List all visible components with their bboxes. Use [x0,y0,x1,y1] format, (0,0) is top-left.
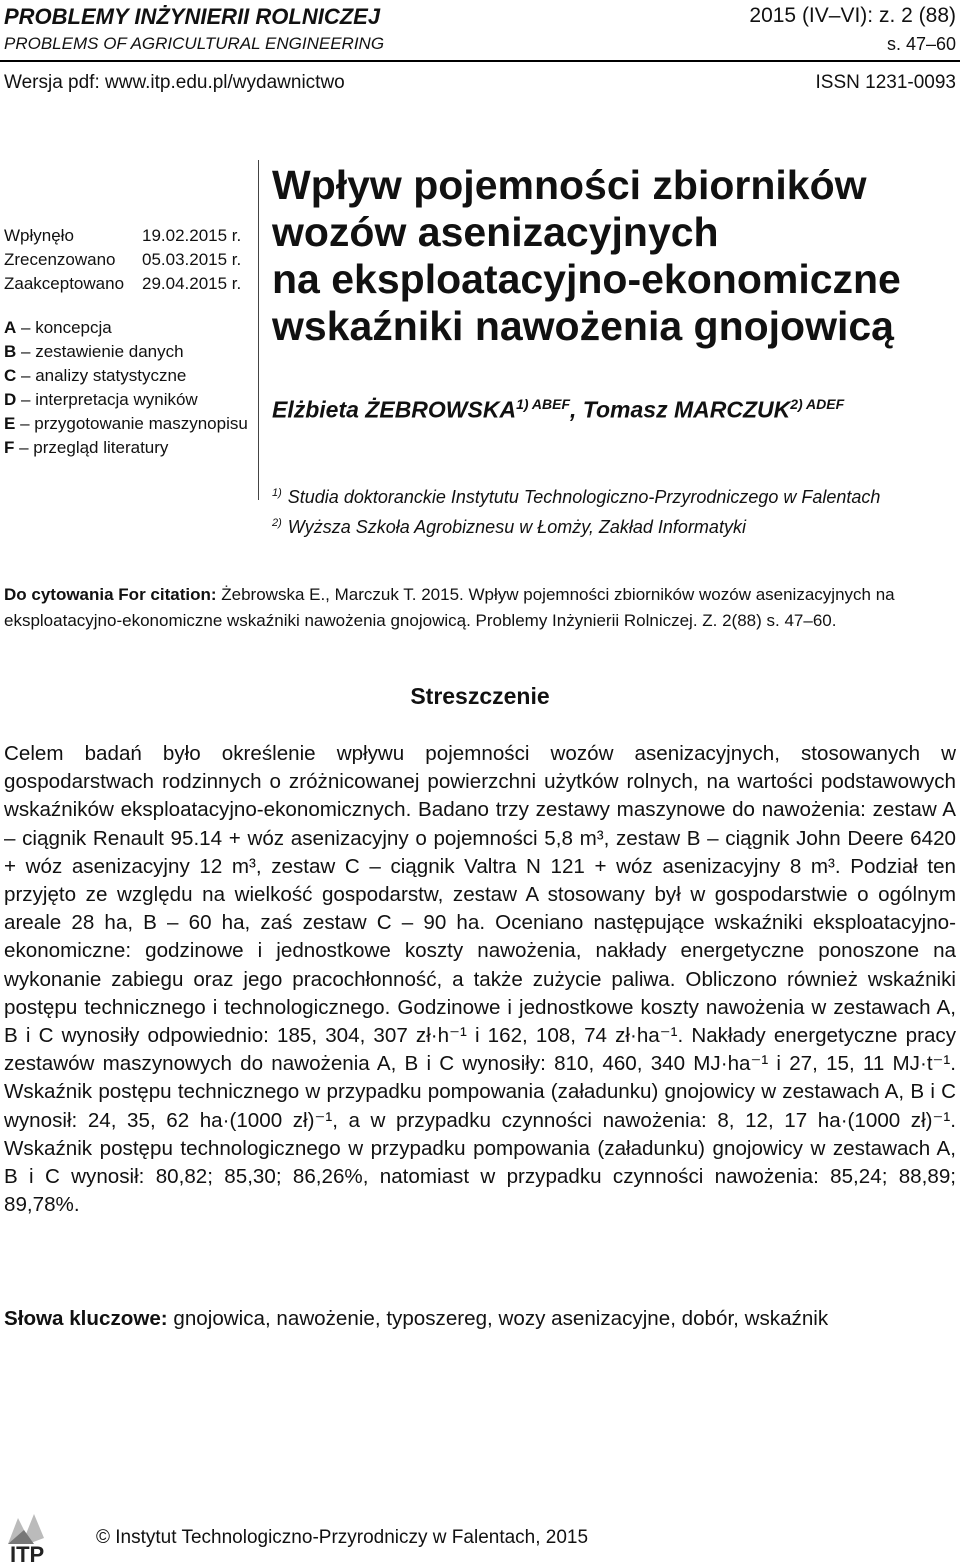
column-divider [258,160,259,500]
author-affiliation-mark: 1) ABEF [516,396,571,412]
abstract-heading: Streszczenie [410,683,550,709]
contribution-item: D – interpretacja wyników [4,390,198,409]
abstract-text: Celem badań było określenie wpływu pojemności wozów asenizacyjnych, stosowanych w gospodarstwach rodzinnych o zróżnicowanej powierzchni użytków rolnych, na wartości podstawowych wskaźników eksploatacyjno-ekonomicznych. Badano trzy zestawy maszynowe do nawożenia: zestaw A – ciągnik Renault 95.14 + wóz asenizacyjny o pojemności 5,8 m³, zestaw B – ciągnik John Deere 6420 + wóz asenizacyjny 12 m³, zestaw C – ciągnik Valtra N 121 + wóz asenizacyjny 8 m³. Podział ten przyjęto ze względu na wielkość gospodarstw, zestaw A stosowany był w gospodarstwie o ogólnym areale 28 ha, B – 60 ha, zaś zestaw C – 90 ha. Oceniano następujące wskaźniki eksploatacyjno-ekonomiczne: godzinowe i jednostkowe koszty nawożenia, nakłady energetyczne ponoszone na wykonanie zabiegu oraz jego pracochłonność, a także zużycie paliwa. Obliczono również wskaźniki postępu technicznego i technologicznego. Godzinowe i jednostkowe koszty nawożenia w zestawach A, B i C wynosiły odpowiednio: 185, 304, 307 zł·h⁻¹ i 162, 108, 74 zł·ha⁻¹. Nakłady energetyczne pracy zestawów maszynowych do nawożenia A, B i C wynosiły: 810, 460, 340 MJ·ha⁻¹ i 27, 15, 11 MJ·t⁻¹. Wskaźnik postępu technicznego w przypadku pompowania (załadunku) gnojowicy w zestawach A, B i C wynosił: 24, 35, 62 ha·(1000 zł)⁻¹, a w przypadku czynności nawożenia: 8, 12, 17 ha·(1000 zł)⁻¹. Wskaźnik postępu technologicznego w przypadku pompowania (załadunku) gnojowicy w zestawach A, B i C wynosił: 80,82; 85,30; 86,26%, natomiast w przypadku czynności nawożenia: 85,24; 88,89; 89,78%. [4,742,956,1217]
pdf-version-link[interactable]: Wersja pdf: www.itp.edu.pl/wydawnictwo [4,72,345,93]
citation-text: Żebrowska E., Marczuk T. 2015. Wpływ pojemności zbiorników wozów asenizacyjnych na eksploatacyjno-ekonomiczne wskaźniki nawożenia gnojowicą. Problemy Inżynierii Rolniczej. Z. 2(88) s. 47–60. [4,585,895,630]
contribution-legend [4,318,248,462]
contribution-item: C – analizy statystyczne [4,366,187,385]
svg-text:ITP: ITP [10,1542,45,1564]
keywords [4,1305,956,1333]
contribution-item: A – koncepcja [4,318,112,337]
citation-label: Do cytowania For citation: [4,585,217,604]
title-line: wskaźniki nawożenia gnojowicą [272,303,894,349]
date-row-reviewed [4,250,241,274]
date-label: Zaakceptowano [4,274,125,293]
date-value: 19.02.2015 r. [142,226,242,245]
contribution-item: B – zestawienie danych [4,342,184,361]
contribution-item: F – przegląd literatury [4,438,169,457]
copyright-footer: © Instytut Technologiczno-Przyrodniczy w Falentach, 2015 [96,1527,589,1548]
title-line: na eksploatacyjno-ekonomiczne [272,256,901,302]
keywords-text: gnojowica, nawożenie, typoszereg, wozy asenizacyjne, dobór, wskaźnik [167,1307,829,1330]
citation [4,582,956,634]
submission-dates [4,226,241,298]
affiliation: $^{1)}$ Studia doktoranckie Instytutu Technologiczno-Przyrodniczego w Falentach [272,487,881,507]
issn: ISSN 1231-0093 [815,72,956,93]
article-title [272,162,952,350]
title-line: Wpływ pojemności zbiorników [272,162,867,208]
date-label: Zrecenzowano [4,250,116,269]
author-name: Tomasz MARCZUK [582,396,791,423]
date-row-received [4,226,241,250]
itp-logo [4,1504,84,1564]
authors: Elżbieta $ŻEBROWSKA^{1) ABEF}$, Tomasz $MARCZUK^{2) ADEF}$ [272,396,845,423]
date-row-accepted [4,274,241,298]
author-affiliation-mark: 2) ADEF [790,396,845,412]
affiliation: $^{2)}$ Wyższa Szkoła Agrobiznesu w Łomży, Zakład Informatyki [272,517,746,537]
page-range: s. 47–60 [886,34,956,54]
date-value: 05.03.2015 r. [142,250,242,269]
issue-number: 2015 (IV–VI): z. 2 (88) [749,4,956,27]
keywords-label: Słowa kluczowe: [4,1307,168,1330]
date-label: Wpłynęło [4,226,74,245]
date-value: 29.04.2015 r. [142,274,242,293]
journal-title-pl: PROBLEMY INŻYNIERII ROLNICZEJ [4,4,381,29]
header-divider [0,60,960,62]
affiliations [272,480,880,540]
title-line: wozów asenizacyjnych [272,209,719,255]
journal-title-en: PROBLEMS OF AGRICULTURAL ENGINEERING [4,34,385,53]
author-name: Elżbieta ŻEBROWSKA [272,396,517,423]
contribution-item: E – przygotowanie maszynopisu [4,414,248,433]
